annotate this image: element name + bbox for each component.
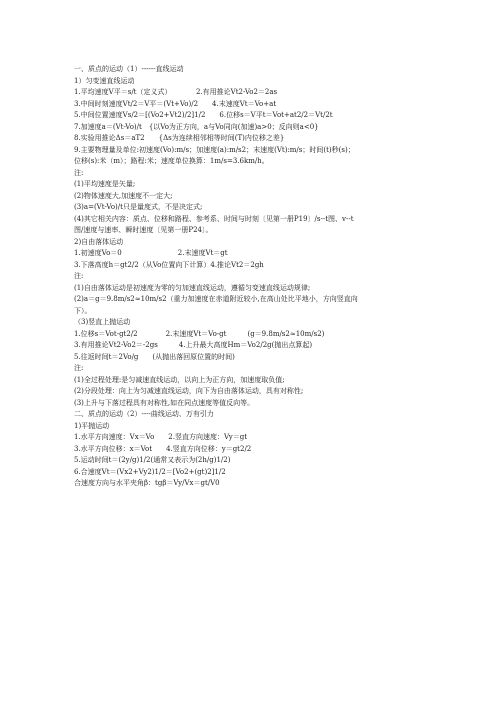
text-line: 注: [74, 364, 84, 372]
text-line: 3.下落高度h＝gt2/2（从Vo位置向下计算）4.推论Vt2＝2gh [74, 260, 264, 269]
text-line: (1)平均速度是矢量; [74, 180, 136, 188]
document-body [74, 64, 434, 490]
text-line: 3.有用推论Vt2-Vo2＝-2gs 4.上升最大高度Hm＝Vo2/2g(抛出点算起) [74, 341, 313, 349]
text-line: 1)平抛运动 [74, 421, 110, 430]
text-line: (3)a=(Vt-Vo)/t只是量度式，不是决定式; [74, 203, 203, 211]
text-line: (2)分段处理：向上为匀减速直线运动，向下为自由落体运动，具有对称性; [74, 387, 304, 395]
text-line: 注: [74, 272, 84, 280]
text-line: 5.中间位置速度Vs/2＝[(Vo2+Vt2)/2]1/2 6.位移s＝V平t＝Vot+at2/2＝Vt/2t [74, 111, 333, 119]
text-line: 1.初速度Vo＝0 2.末速度Vt＝gt [74, 249, 228, 257]
text-line: 6.合速度Vt＝(Vx2+Vy2)1/2＝[Vo2+(gt)2]1/2 [74, 467, 226, 476]
text-line: 注: [74, 168, 84, 177]
text-line: 3.中间时刻速度Vt/2＝V平＝(Vt+Vo)/2 4.末速度Vt＝Vo+at [74, 99, 277, 108]
text-line: (2)a＝g＝9.8m/s2≈10m/s2（重力加速度在赤道附近较小,在高山处比平地小，方向竖直向 [74, 295, 358, 303]
text-line: (3)上升与下落过程具有对称性,如在同点速度等值反向等。 [74, 398, 255, 407]
text-line: 一、质点的运动（1）------直线运动 [74, 65, 184, 73]
text-line: 7.加速度a＝(Vt-Vo)/t {以Vo为正方向，a与Vo同向(加速)a>0；反向则a<0} [74, 122, 319, 131]
text-line: 1）匀变速直线运动 [74, 76, 135, 85]
text-line: 合速度方向与水平夹角β：tgβ＝Vy/Vx＝gt/V0 [74, 479, 220, 487]
text-line: 1.平均速度V平＝s/t（定义式） 2.有用推论Vt2-Vo2＝2as [74, 88, 278, 96]
text-line: 位移(s):米（m）；路程:米；速度单位换算：1m/s=3.6km/h。 [74, 157, 269, 165]
text-line: (4)其它相关内容：质点、位移和路程、参考系、时间与时刻〔见第一册P19〕/s--t图、v--t [74, 214, 354, 223]
text-line: 图/速度与速率、瞬时速度〔见第一册P24〕。 [74, 226, 213, 234]
text-line: 8.实验用推论Δs＝aT2 {Δs为连续相邻相等时间(T)内位移之差} [74, 134, 285, 142]
text-line: 1.位移s＝Vot-gt2/2 2.末速度Vt＝Vo-gt (g＝9.8m/s2≈10m/s2) [74, 329, 325, 338]
text-line: (1)全过程处理:是匀减速直线运动，以向上为正方向，加速度取负值; [74, 375, 285, 384]
text-line: 9.主要物理量及单位:初速度(Vo):m/s；加速度(a):m/s2；末速度(Vt):m/s；时间(t)秒(s)； [74, 145, 355, 154]
text-line: （3)竖直上抛运动 [74, 318, 131, 326]
text-line: 1.水平方向速度：Vx＝Vo 2.竖直方向速度：Vy＝gt [74, 433, 248, 441]
text-line: 5.往返时间t＝2Vo/g (从抛出落回原位置的时间) [74, 352, 235, 361]
text-line: (2)物体速度大,加速度不一定大; [74, 191, 173, 200]
text-line: 3.水平方向位移：x＝Vot 4.竖直方向位移：y＝gt2/2 [74, 444, 252, 453]
text-line: 下）。 [74, 306, 92, 315]
text-line: 5.运动时间t＝(2y/g)1/2(通常又表示为(2h/g)1/2) [74, 456, 231, 464]
text-line: 二、质点的运动（2）----曲线运动、万有引力 [74, 410, 214, 418]
text-line: (1)自由落体运动是初速度为零的匀加速直线运动，遵循匀变速直线运动规律; [74, 283, 311, 292]
text-line: 2)自由落体运动 [74, 237, 124, 246]
